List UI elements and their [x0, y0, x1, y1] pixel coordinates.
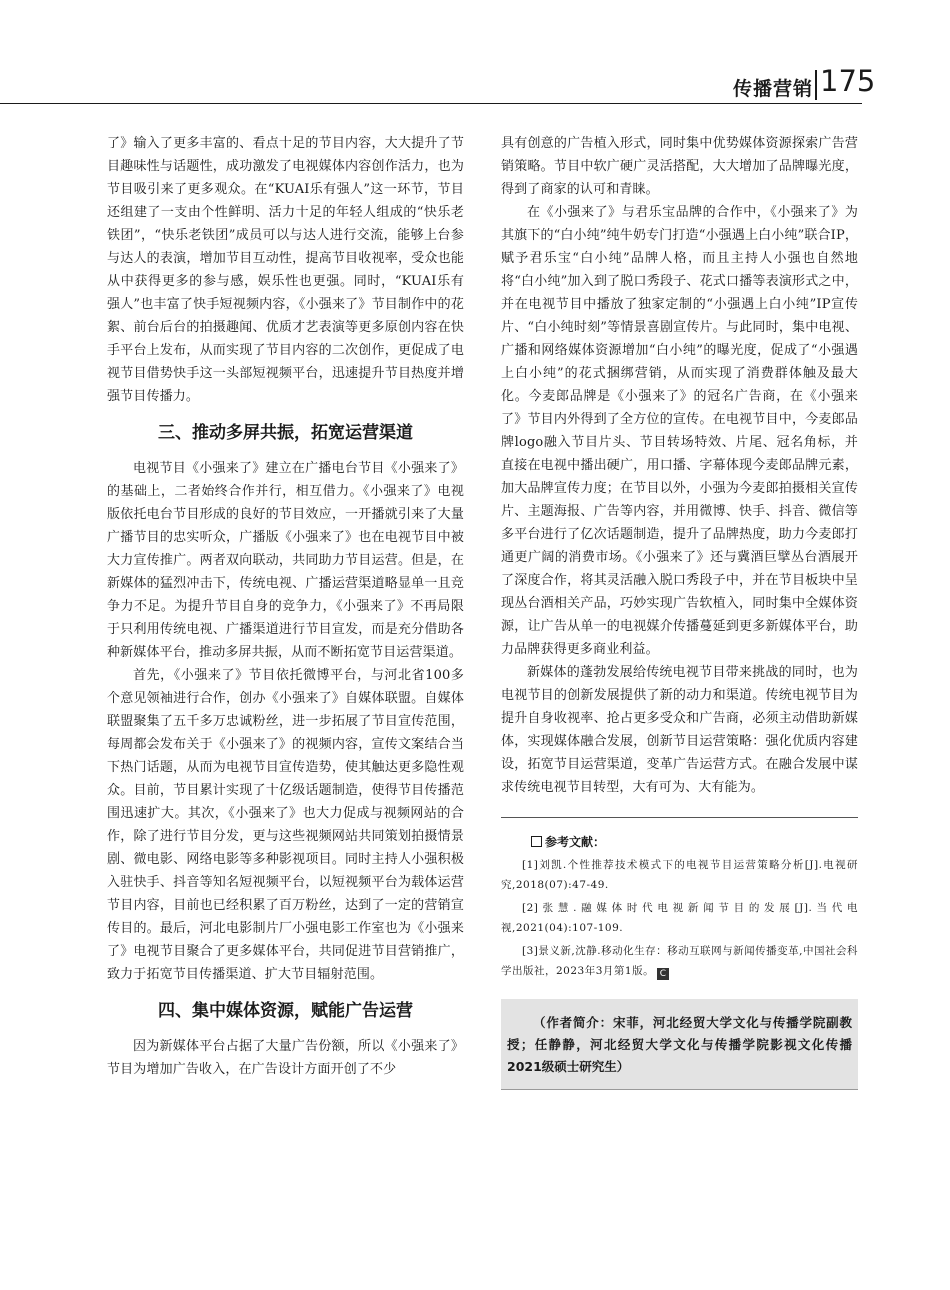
right-column: [501, 132, 858, 1090]
header-rule: [0, 103, 862, 104]
paragraph: 在《小强来了》与君乐宝品牌的合作中，《小强来了》为其旗下的“白小纯”纯牛奶专门打造“小强遇上白小纯”联合IP，赋予君乐宝“白小纯”品牌人格，而且主持人小强也自然地将“白小纯”加入到了脱口秀段子、花式口播等表演形式之中，并在电视节目中播放了独家定制的“小强遇上白小纯”IP宣传片、“白小纯时刻”等情景喜剧宣传片。与此同时，集中电视、广播和网络媒体资源增加“白小纯”的曝光度，促成了“小强遇上白小纯”的花式捆绑营销，从而实现了消费群体触及最大化。今麦郎品牌是《小强来了》的冠名广告商，在《小强来了》节目内外得到了全方位的宣传。在电视节目中，今麦郎品牌logo融入节目片头、节目转场特效、片尾、冠名角标，并直接在电视中播出硬广，用口播、字幕体现今麦郎品牌元素，加大品牌宣传力度；在节目以外，小强为今麦郎拍摄相关宣传片、主题海报、广告等内容，并用微博、快手、抖音、微信等多平台进行了亿次话题制造，提升了品牌热度，助力今麦郎打通更广阔的消费市场。《小强来了》还与冀酒巨擘丛台酒展开了深度合作，将其灵活融入脱口秀段子中，并在节目板块中呈现丛台酒相关产品，巧妙实现广告软植入，同时集中全媒体资源，让广告从单一的电视媒介传播蔓延到更多新媒体平台，助力品牌获得更多商业利益。: [501, 205, 858, 657]
paragraph: 了》输入了更多丰富的、看点十足的节目内容，大大提升了节目趣味性与话题性，成功激发了电视媒体内容创作活力，也为节目吸引来了更多观众。在“KUAI乐有强人”这一环节，节目还组建了一支由个性鲜明、活力十足的年轻人组成的“快乐老铁团”，“快乐老铁团”成员可以与达人进行交流，能够上台参与达人的表演，增加节目互动性，提高节目收视率，受众也能从中获得更多的参与感，娱乐性也更强。同时，“KUAI乐有强人”也丰富了快手短视频内容，《小强来了》节目制作中的花絮、前台后台的拍摄趣闻、优质才艺表演等更多原创内容在快手平台上发布，从而实现了节目内容的二次创作，更促成了电视节目借势快手这一头部短视频平台，迅速提升节目热度并增强节目传播力。: [107, 136, 464, 404]
reference-item: [2]张慧.融媒体时代电视新闻节目的发展[J].当代电视,2021(04):107-109.: [501, 902, 858, 934]
author-note: （作者简介：宋菲，河北经贸大学文化与传播学院副教授；任静静，河北经贸大学文化与传播学院影视文化传播2021级硕士研究生）: [501, 999, 858, 1090]
paragraph: 具有创意的广告植入形式，同时集中优势媒体资源探索广告营销策略。节目中软广硬广灵活搭配，大大增加了品牌曝光度，得到了商家的认可和青睐。: [501, 136, 858, 197]
reference-item: [1]刘凯.个性推荐技术模式下的电视节目运营策略分析[J].电视研究,2018(07):47-49.: [501, 859, 858, 891]
page-header: [0, 0, 950, 104]
section-heading-3: 三、推动多屏共振，拓宽运营渠道: [158, 423, 413, 443]
paragraph: 因为新媒体平台占据了大量广告份额，所以《小强来了》节目为增加广告收入，在广告设计方面开创了不少: [107, 1039, 464, 1077]
references-section: [501, 817, 858, 981]
page-number: 175: [820, 64, 876, 98]
left-column: [107, 132, 464, 1081]
reference-item: [3]景义新,沈静.移动化生存：移动互联网与新闻传播变革,中国社会科学出版社，2023年3月第1版。 C: [501, 945, 858, 979]
checkbox-square-icon: [531, 836, 542, 847]
end-mark-icon: C: [657, 968, 669, 980]
section-name: 传播营销: [732, 78, 813, 100]
paragraph: 电视节目《小强来了》建立在广播电台节目《小强来了》的基础上，二者始终合作并行，相互借力。《小强来了》电视版依托电台节目形成的良好的节目效应，一开播就引来了大量广播节目的忠实听众，广播版《小强来了》也在电视节目中被大力宣传推广。两者双向联动，共同助力节目运营。但是，在新媒体的猛烈冲击下，传统电视、广播运营渠道略显单一且竞争力不足。为提升节目自身的竞争力，《小强来了》不再局限于只利用传统电视、广播渠道进行节目宣发，而是充分借助各种新媒体平台，推动多屏共振，从而不断拓宽节目运营渠道。: [107, 461, 464, 660]
references-title: 参考文献：: [531, 832, 858, 852]
section-heading-4: 四、集中媒体资源，赋能广告运营: [158, 1001, 413, 1021]
paragraph: 新媒体的蓬勃发展给传统电视节目带来挑战的同时，也为电视节目的创新发展提供了新的动力和渠道。传统电视节目为提升自身收视率、抢占更多受众和广告商，必须主动借助新媒体，实现媒体融合发展，创新节目运营策略：强化优质内容建设，拓宽节目运营渠道，变革广告运营方式。在融合发展中谋求传统电视节目转型，大有可为、大有能为。: [501, 665, 858, 795]
paragraph: 首先，《小强来了》节目依托微博平台，与河北省100多个意见领袖进行合作，创办《小强来了》自媒体联盟。自媒体联盟聚集了五千多万忠诚粉丝，进一步拓展了节目宣传范围，每周都会发布关于《小强来了》的视频内容，宣传文案结合当下热门话题，从而为电视节目宣传造势，使其触达更多隐性观众。目前，节目累计实现了十亿级话题制造，使得节目传播范围迅速扩大。其次，《小强来了》也大力促成与视频网站的合作，除了进行节目分发，更与这些视频网站共同策划拍摄情景剧、微电影、网络电影等多种影视项目。同时主持人小强积极入驻快手、抖音等知名短视频平台，以短视频平台为载体运营节目内容，目前也已经积累了百万粉丝，达到了一定的营销宣传目的。最后，河北电影制片厂小强电影工作室也为《小强来了》电视节目聚合了更多媒体平台，共同促进节目营销推广，致力于拓宽节目传播渠道、扩大节目辐射范围。: [107, 668, 464, 982]
header-divider: [815, 70, 817, 100]
